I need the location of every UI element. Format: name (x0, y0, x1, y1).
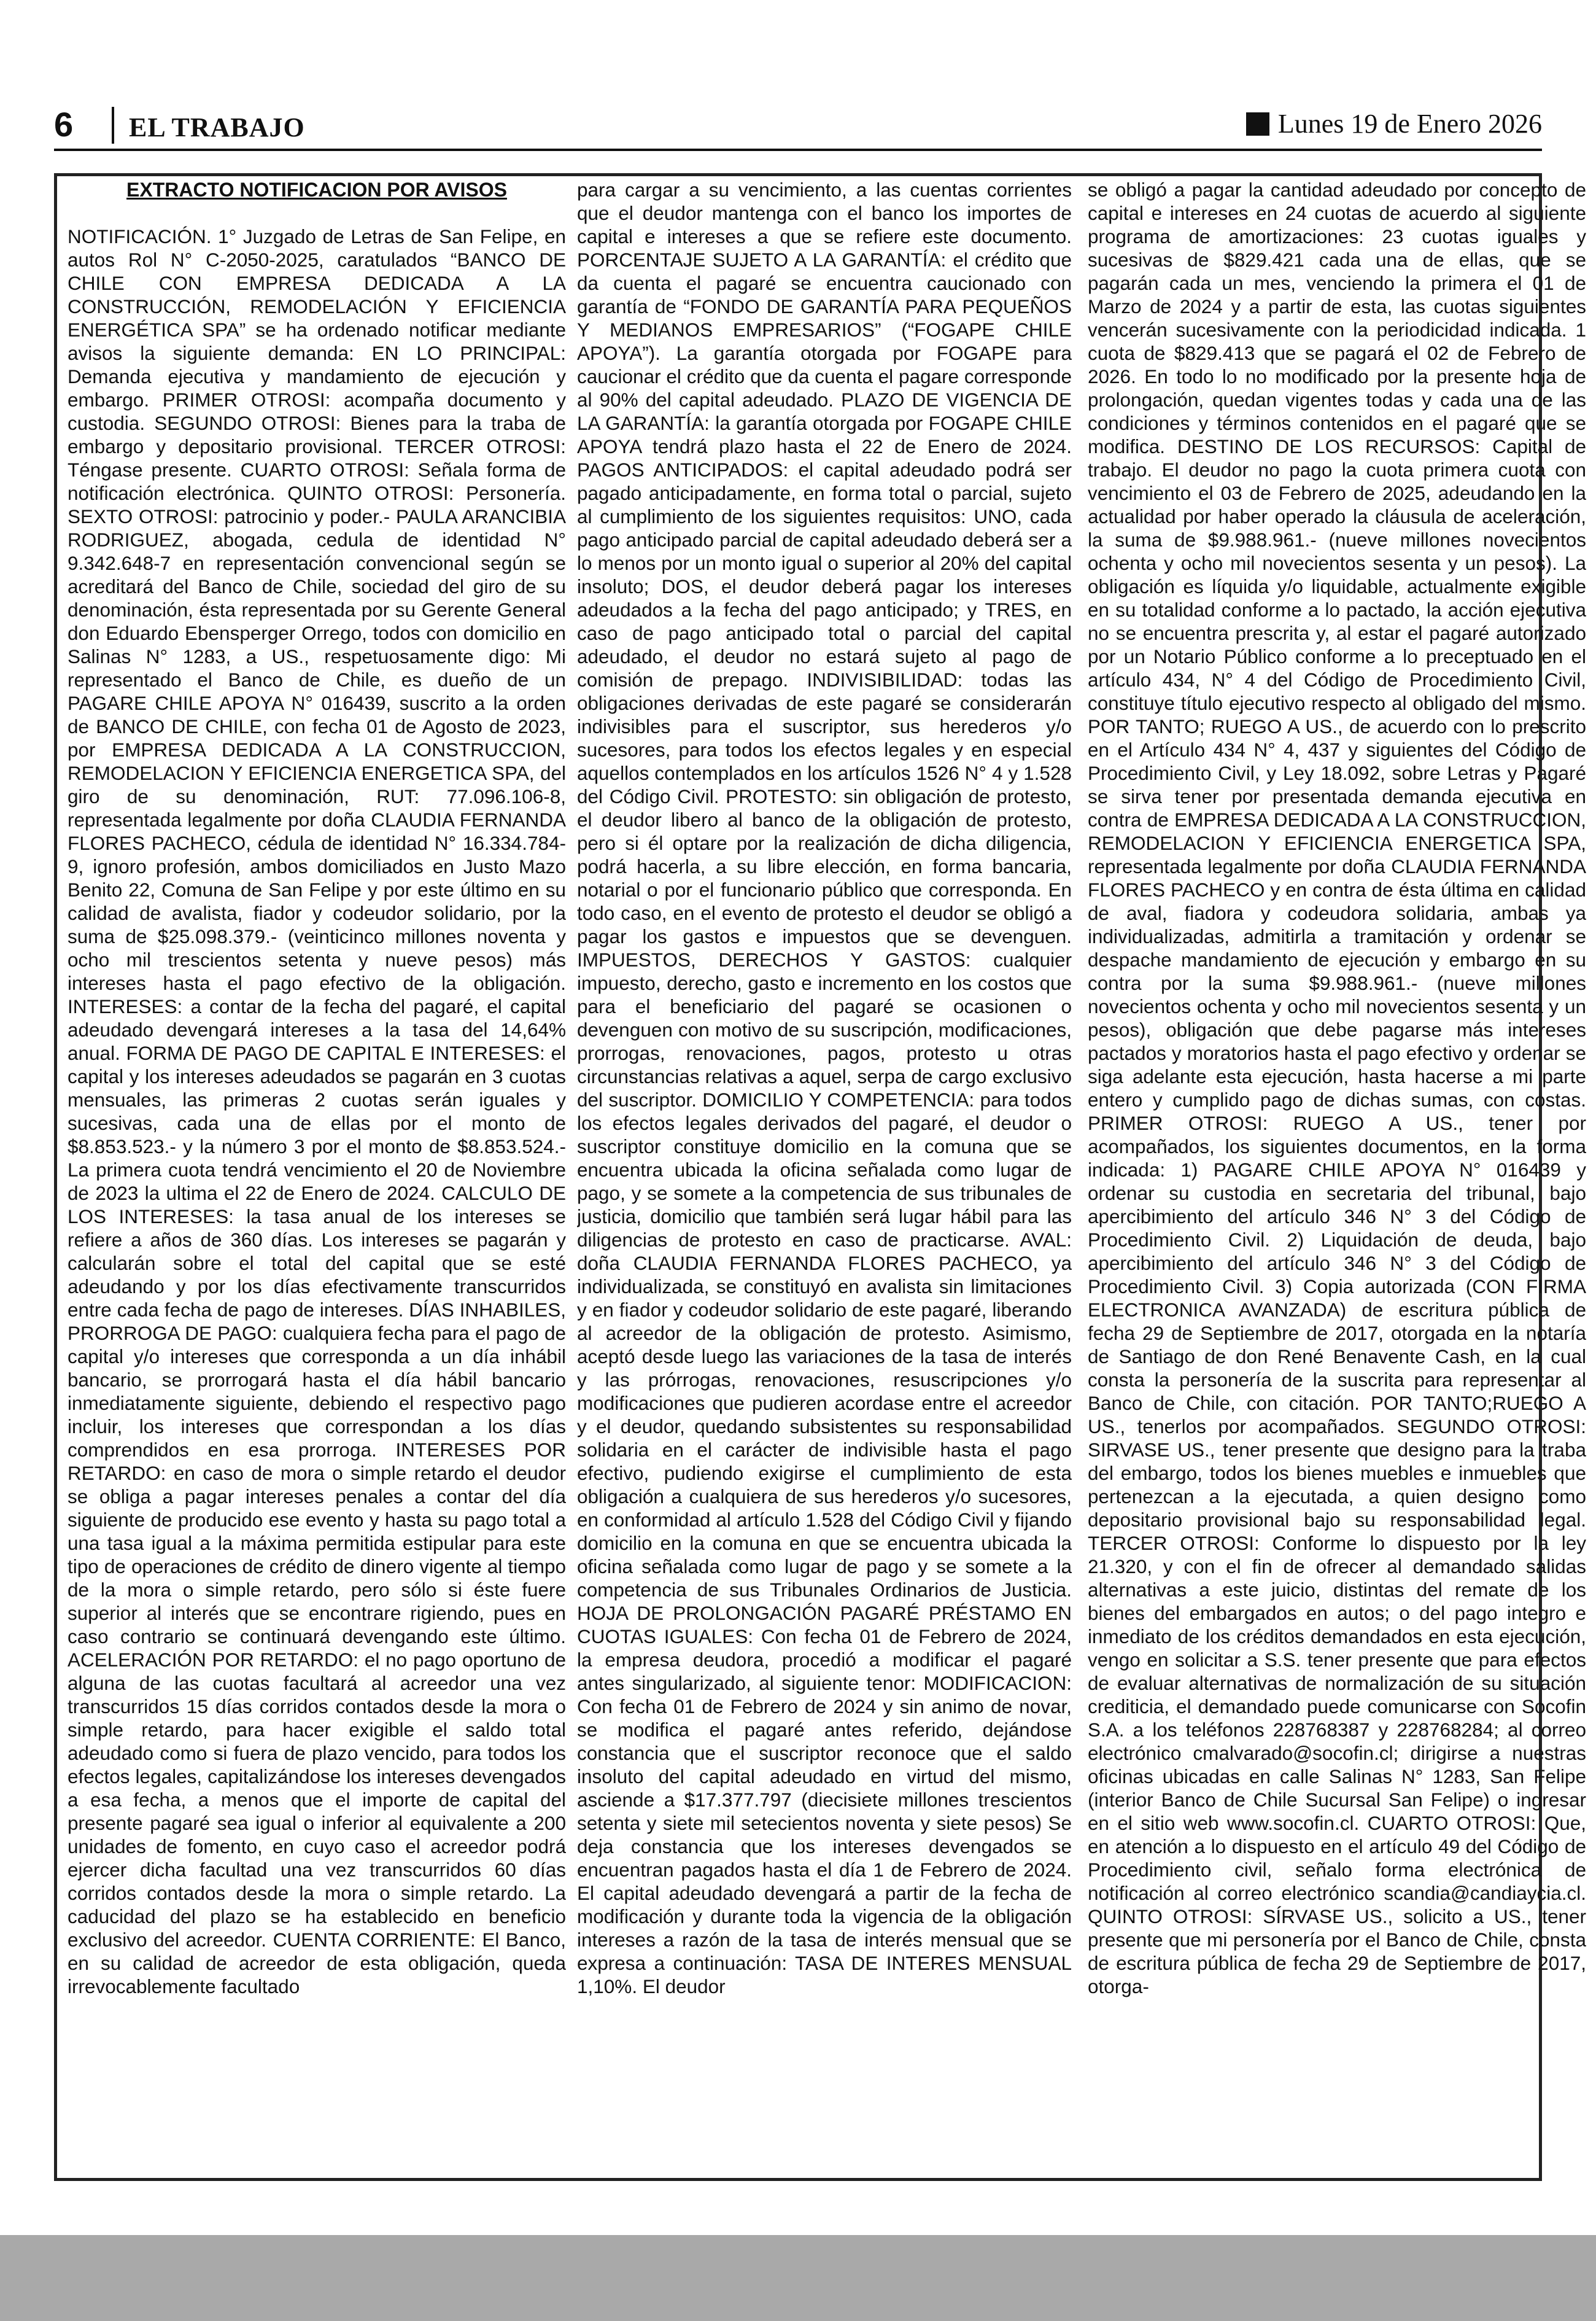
notice-column-2 (577, 178, 1072, 2161)
notice-column-1 (68, 178, 566, 2161)
issue-date: Lunes 19 de Enero 2026 (1277, 109, 1542, 139)
newspaper-name: EL TRABAJO (129, 112, 305, 142)
header-rule (54, 149, 1542, 151)
square-bullet-icon (1246, 112, 1269, 136)
header-divider (112, 107, 114, 144)
page-header (54, 103, 1542, 146)
column-1-text: NOTIFICACIÓN. 1° Juzgado de Letras de San Felipe, en autos Rol N° C-2050-2025, caratulados “BANCO DE CHILE CON EMPRESA DEDICADA A LA CONSTRUCCIÓN, REMODELACIÓN Y EFICIENCIA ENERGÉTICA SPA” se ha ordenado notificar mediante avisos la siguiente demanda: EN LO PRINCIPAL: Demanda ejecutiva y mandamiento de ejecución y embargo. PRIMER OTROSI: acompaña documento y custodia. SEGUNDO OTROSI: Bienes para la traba de embargo y depositario provisional. TERCER OTROSI: Téngase presente. CUARTO OTROSI: Señala forma de notificación electrónica. QUINTO OTROSI: Personería. SEXTO OTROSI: patrocinio y poder.- PAULA ARANCIBIA RODRIGUEZ, abogada, cedula de identidad N° 9.342.648-7 en representación convencional según se acreditará del Banco de Chile, sociedad del giro de su denominación, ésta representada por su Gerente General don Eduardo Ebensperger Orrego, todos con domicilio en Salinas N° 1283, a US., respetuosamente digo: Mi representado el Banco de Chile, es dueño de un PAGARE CHILE APOYA N° 016439, suscrito a la orden de BANCO DE CHILE, con fecha 01 de Agosto de 2023, por EMPRESA DEDICADA A LA CONSTRUCCION, REMODELACION Y EFICIENCIA ENERGETICA SPA, del giro de su denominación, RUT: 77.096.106-8, representada legalmente por doña CLAUDIA FERNANDA FLORES PACHECO, cédula de identidad N° 16.334.784-9, ignoro profesión, ambos domiciliados en Justo Mazo Benito 22, Comuna de San Felipe y por este último en su calidad de avalista, fiador y codeudor solidario, por la suma de $25.098.379.- (veinticinco millones noventa y ocho mil trescientos setenta y nueve pesos) más intereses hasta el pago efectivo de la obligación. INTERESES: a contar de la fecha del pagaré, el capital adeudado devengará intereses a la tasa del 14,64% anual. FORMA DE PAGO DE CAPITAL E INTERESES: el capital y los intereses adeudados se pagarán en 3 cuotas mensuales, las primeras 2 cuotas serán iguales y sucesivas, cada una de ellas por el monto de $8.853.523.- y la número 3 por el monto de $8.853.524.- La primera cuota tendrá vencimiento el 20 de Noviembre de 2023 la ultima el 22 de Enero de 2024. CALCULO DE LOS INTERESES: la tasa anual de los intereses se refiere a años de 360 días. Los intereses se pagarán y calcularán sobre el total del capital que se esté adeudando y por los días efectivamente transcurridos entre cada fecha de pago de intereses. DÍAS INHABILES, PRORROGA DE PAGO: cualquiera fecha para el pago de capital y/o intereses que corresponda a un día inhábil bancario, se prorrogará hasta el día hábil bancario inmediatamente siguiente, debiendo el respectivo pago incluir, los intereses que correspondan a los días comprendidos en esa prorroga. INTERESES POR RETARDO: en caso de mora o simple retardo el deudor se obliga a pagar intereses penales a contar del día siguiente de producido ese evento y hasta su pago total a una tasa igual a la máxima permitida estipular para este tipo de operaciones de crédito de dinero vigente al tiempo de la mora o simple retardo, pero sólo si éste fuere superior al interés que se encontrare rigiendo, pues en caso contrario se continuará devengando este último. ACELERACIÓN POR RETARDO: el no pago oportuno de alguna de las cuotas facultará al acreedor una vez transcurridos 15 días corridos contados desde la mora o simple retardo, para hacer exigible el saldo total adeudado como si fuera de plazo vencido, para todos los efectos legales, capitalizándose los intereses devengados a esa fecha, a menos que el importe de capital del presente pagaré sea igual o inferior al equivalente a 200 unidades de fomento, en cuyo caso el acreedor podrá ejercer dicha facultad una vez transcurridos 60 días corridos contados desde la mora o simple retardo. La caducidad del plazo se ha establecido en beneficio exclusivo del acreedor. CUENTA CORRIENTE: El Banco, en su calidad de acreedor de esta obligación, queda irrevocablemente facultado (68, 225, 566, 1997)
notice-column-3 (1088, 178, 1586, 2161)
header-date-block (1246, 106, 1542, 142)
column-2-text: para cargar a su vencimiento, a las cuentas corrientes que el deudor mantenga con el banco los importes de capital e intereses a que se refiere este documento. PORCENTAJE SUJETO A LA GARANTÍA: el crédito que da cuenta el pagaré se encuentra caucionado con garantía de “FONDO DE GARANTÍA PARA PEQUEÑOS Y MEDIANOS EMPRESARIOS” (“FOGAPE CHILE APOYA”). La garantía otorgada por FOGAPE para caucionar el crédito que da cuenta el pagare corresponde al 90% del capital adeudado. PLAZO DE VIGENCIA DE LA GARANTÍA: la garantía otorgada por FOGAPE CHILE APOYA tendrá plazo hasta el 22 de Enero de 2024. PAGOS ANTICIPADOS: el capital adeudado podrá ser pagado anticipadamente, en forma total o parcial, sujeto al cumplimiento de los siguientes requisitos: UNO, cada pago anticipado parcial de capital adeudado deberá ser a lo menos por un monto igual o superior al 20% del capital insoluto; DOS, el deudor deberá pagar los intereses adeudados a la fecha del pago anticipado; y TRES, en caso de pago anticipado total o parcial del capital adeudado, el deudor no estará sujeto al pago de comisión de prepago. INDIVISIBILIDAD: todas las obligaciones derivadas de este pagaré se considerarán indivisibles para el suscriptor, sus herederos y/o sucesores, para todos los efectos legales y en especial aquellos contemplados en los artículos 1526 N° 4 y 1.528 del Código Civil. PROTESTO: sin obligación de protesto, el deudor libero al banco de la obligación de protesto, pero si él optare por la realización de dicha diligencia, podrá hacerla, a su libre elección, en forma bancaria, notarial o por el funcionario público que corresponda. En todo caso, en el evento de protesto el deudor se obligó a pagar los gastos e impuestos que se devenguen. IMPUESTOS, DERECHOS Y GASTOS: cualquier impuesto, derecho, gasto e incremento en los costos que para el beneficiario del pagaré se ocasionen o devenguen con motivo de su suscripción, modificaciones, prorrogas, renovaciones, pagos, protesto u otras circunstancias relativas a aquel, serpa de cargo exclusivo del suscriptor. DOMICILIO Y COMPETENCIA: para todos los efectos legales derivados del pagaré, el deudor o suscriptor constituye domicilio en la comuna que se encuentra ubicada la oficina señalada como lugar de pago, y se somete a la competencia de sus tribunales de justicia, domicilio que también será lugar hábil para las diligencias de protesto en caso de practicarse. AVAL: doña CLAUDIA FERNANDA FLORES PACHECO, ya individualizada, se constituyó en avalista sin limitaciones y en fiador y codeudor solidario de este pagaré, liberando al acreedor de la obligación de protesto. Asimismo, aceptó desde luego las variaciones de la tasa de interés y las prórrogas, renovaciones, resuscripciones y/o modificaciones que pudieren acordase entre el acreedor y el deudor, quedando subsistentes su responsabilidad solidaria en el carácter de indivisible hasta el pago efectivo, pudiendo exigirse el cumplimiento de esta obligación a cualquiera de sus herederos y/o sucesores, en conformidad al artículo 1.528 del Código Civil y fijando domicilio en la comuna en que se encuentra ubicada la oficina señalada como lugar de pago y se somete a la competencia de sus Tribunales Ordinarios de Justicia. HOJA DE PROLONGACIÓN PAGARÉ PRÉSTAMO EN CUOTAS IGUALES: Con fecha 01 de Febrero de 2024, la empresa deudora, procedió a modificar el pagaré antes singularizado, al siguiente tenor: MODIFICACION: Con fecha 01 de Febrero de 2024 y sin animo de novar, se modifica el pagaré antes referido, dejándose constancia que el suscriptor reconoce que el saldo insoluto del capital adeudado en virtud del mismo, asciende a $17.377.797 (diecisiete millones trescientos setenta y siete mil setecientos noventa y siete pesos) Se deja constancia que los intereses devengados se encuentran pagados hasta el día 1 de Febrero de 2024. El capital adeudado devengará a partir de la fecha de modificación y durante toda la vigencia de la obligación intereses a razón de la tasa de interés mensual que se expresa a continuación: TASA DE INTERES MENSUAL 1,10%. El deudor (577, 179, 1072, 1997)
page-number: 6 (54, 105, 74, 144)
notice-title: EXTRACTO NOTIFICACION POR AVISOS (126, 179, 507, 201)
column-3-text: se obligó a pagar la cantidad adeudado por concepto de capital e intereses en 24 cuotas de acuerdo al siguiente programa de amortizaciones: 23 cuotas iguales y sucesivas de $829.421 cada una de ellas, que se pagarán cada un mes, venciendo la primera el 01 de Marzo de 2024 y a partir de esta, las cuotas siguientes vencerán sucesivamente con la periodicidad indicada. 1 cuota de $829.413 que se pagará el 02 de Febrero de 2026. En todo lo no modificado por la presente hoja de prolongación, quedan vigentes todas y cada una de las condiciones y términos contenidos en el pagaré que se modifica. DESTINO DE LOS RECURSOS: Capital de trabajo. El deudor no pago la cuota primera cuota con vencimiento el 03 de Febrero de 2025, adeudando en la actualidad por haber operado la cláusula de aceleración, la suma de $9.988.961.- (nueve millones novecientos ochenta y ocho mil novecientos sesenta y un pesos). La obligación es líquida y/o liquidable, actualmente exigible en su totalidad conforme a lo pactado, la acción ejecutiva no se encuentra prescrita y, al estar el pagaré autorizado por un Notario Público conforme a lo preceptuado en el artículo 434, N° 4 del Código de Procedimiento Civil, constituye título ejecutivo respecto al obligado del mismo. POR TANTO; RUEGO A US., de acuerdo con lo prescrito en el Artículo 434 N° 4, 437 y siguientes del Código de Procedimiento Civil, y Ley 18.092, sobre Letras y Pagaré se sirva tener por presentada demanda ejecutiva en contra de EMPRESA DEDICADA A LA CONSTRUCCION, REMODELACION Y EFICIENCIA ENERGETICA SPA, representada legalmente por doña CLAUDIA FERNANDA FLORES PACHECO y en contra de ésta última en calidad de aval, fiadora y codeudora solidaria, ambas ya individualizadas, admitirla a tramitación y ordenar se despache mandamiento de ejecución y embargo en su contra por la suma $9.988.961.- (nueve millones novecientos ochenta y ocho mil novecientos sesenta y un pesos), obligación que debe pagarse más intereses pactados y moratorios hasta el pago efectivo y ordenar se siga adelante esta ejecución, hasta hacerse a mi parte entero y cumplido pago de dichas sumas, con costas. PRIMER OTROSI: RUEGO A US., tener por acompañados, los siguientes documentos, en la forma indicada: 1) PAGARE CHILE APOYA N° 016439 y ordenar su custodia en secretaria del tribunal, bajo apercibimiento del artículo 346 N° 3 del Código de Procedimiento Civil. 2) Liquidación de deuda, bajo apercibimiento del artículo 346 N° 3 del Código de Procedimiento Civil. 3) Copia autorizada (CON FIRMA ELECTRONICA AVANZADA) de escritura pública de fecha 29 de Septiembre de 2017, otorgada en la notaría de Santiago de don René Benavente Cash, en la cual consta la personería de la suscrita para representar al Banco de Chile, con citación. POR TANTO;RUEGO A US., tenerlos por acompañados. SEGUNDO OTROSI: SIRVASE US., tener presente que designo para la traba del embargo, todos los bienes muebles e inmuebles que pertenezcan a la ejecutada, a quien designo como depositario provisional bajo su responsabilidad legal. TERCER OTROSI: Conforme lo dispuesto por la ley 21.320, y con el fin de ofrecer al demandado salidas alternativas a este juicio, distintas del remate de los bienes del embargados en autos; o del pago integro e inmediato de los créditos demandados en esta ejecución, vengo en solicitar a S.S. tener presente que para efectos de evaluar alternativas de normalización de su situación crediticia, el demandado puede comunicarse con Socofin S.A. a los teléfonos 228768387 y 228768284; al correo electrónico cmalvarado@socofin.cl; dirigirse a nuestras oficinas ubicadas en calle Salinas N° 1283, San Felipe (interior Banco de Chile Sucursal San Felipe) o ingresar en el sitio web www.socofin.cl. CUARTO OTROSI: Que, en atención a lo dispuesto en el artículo 49 del Código de Procedimiento civil, señalo forma electrónica de notificación al correo electrónico scandia@candiaycia.cl. QUINTO OTROSI: SÍRVASE US., solicito a US., tener presente que mi personería por el Banco de Chile, consta de escritura pública de fecha 29 de Septiembre de 2017, otorga- (1088, 179, 1586, 1997)
